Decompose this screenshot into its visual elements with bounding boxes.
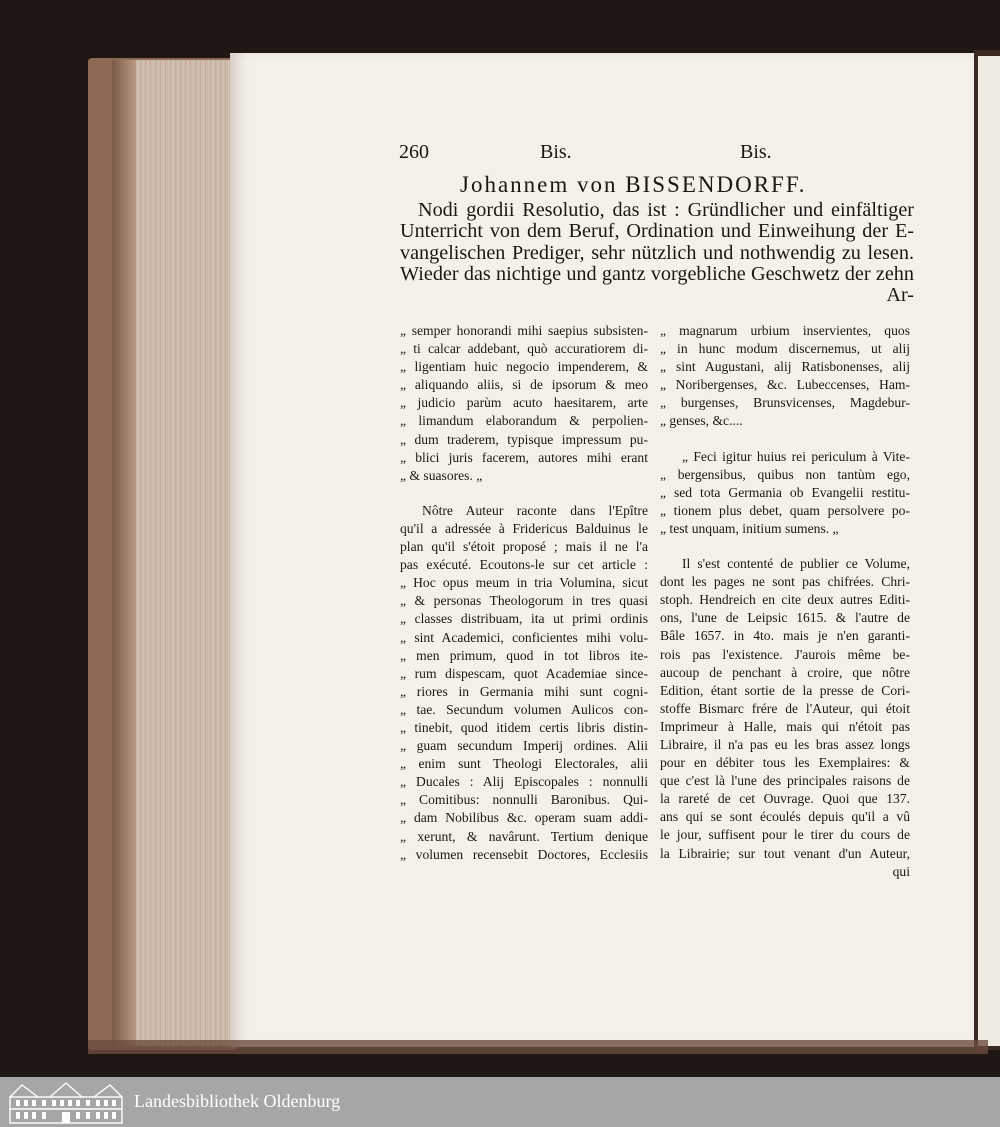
entry-title: Johannem von BISSENDORFF.: [460, 172, 807, 197]
text-line: „ semper honorandi mihi saepius subsisten-: [400, 323, 648, 338]
text-line: Imprimeur à Halle, mais qui n'étoit pas: [660, 718, 910, 734]
text-line: „ test unquam, initium sumens. „: [660, 520, 839, 536]
left-column: [400, 322, 648, 864]
text-line: „ & personas Theologorum in tres quasi: [400, 593, 648, 609]
text-line: „ men primum, quod in tot libros ite-: [400, 647, 648, 663]
text-line: „ & suasores. „: [400, 467, 483, 483]
text-line: „ burgenses, Brunsvicenses, Magdebur-: [660, 395, 910, 411]
paragraph-gap: [660, 431, 910, 448]
text-line: „ Hoc opus meum in tria Volumina, sicut: [400, 575, 648, 591]
text-line: qu'il a adressée à Fridericus Balduinus le: [400, 520, 648, 536]
text-line: „ enim sunt Theologi Electorales, alii: [400, 756, 648, 772]
running-head-right: Bis.: [740, 141, 772, 163]
text-line: „ genses, &c....: [660, 413, 743, 429]
text-line: „ dam Nobilibus &c. operam suam addi-: [400, 810, 648, 826]
text-line: „ Comitibus: nonnulli Baronibus. Qui-: [400, 792, 648, 808]
text-line: „ ti calcar addebant, quò accuratiorem di-: [400, 341, 648, 357]
text-line: „ xerunt, & navârunt. Tertium denique: [400, 828, 648, 844]
page-number: 260: [399, 141, 429, 163]
text-line: „ guam secundum Imperij ordines. Alii: [400, 738, 648, 754]
book-description-line: Wieder das nichtige und gantz vorgebliche Geschwetz der zehn: [400, 262, 914, 285]
book-cover-bottom: [88, 1040, 988, 1054]
text-line: „ magnarum urbium inservientes, quos: [660, 323, 910, 338]
text-line: rois pas l'existence. J'aurois même be-: [660, 646, 910, 662]
text-line: la Librairie; sur tout venant d'un Auteur,: [660, 845, 910, 861]
text-line: pas exécuté. Ecoutons-le sur cet article :: [400, 557, 648, 573]
book-description-line: Unterricht von dem Beruf, Ordination und Einweihung der E-: [400, 220, 914, 243]
text-line: „ volumen recensebit Doctores, Ecclesiis: [400, 846, 648, 862]
text-line: „ bergensibus, quibus non tantùm ego,: [660, 466, 910, 482]
text-line: „ sint Augustani, alij Ratisbonenses, alij: [660, 359, 910, 375]
text-line: „ riores in Germania mihi sunt cogni-: [400, 683, 648, 699]
text-line: Edition, étant sortie de la presse de Cori-: [660, 682, 910, 698]
paragraph-gap: [400, 485, 648, 502]
text-line: „ Feci igitur huius rei periculum à Vite-: [682, 448, 910, 464]
book-description: [400, 200, 914, 306]
text-line: „ tionem plus debet, quam persolvere po-: [660, 502, 910, 518]
text-line: „ dum traderem, typisque impressum pu-: [400, 431, 648, 447]
text-line: le jour, suffisent pour le tirer du cours de: [660, 827, 910, 843]
book-description-line: vangelischen Prediger, sehr nützlich und nothwendig zu lesen.: [400, 241, 914, 264]
facing-page-edge: [978, 56, 1000, 1046]
text-line: Nôtre Auteur raconte dans l'Epître: [422, 502, 648, 518]
text-line: „ ligentiam huic negocio impenderem, &: [400, 359, 648, 375]
text-line: ans qui se sont écoulés depuis qu'il a vû: [660, 809, 910, 825]
library-building-icon: [8, 1081, 124, 1125]
library-name: Landesbibliothek Oldenburg: [134, 1091, 341, 1111]
text-line: plan qu'il s'étoit proposé ; mais il ne l'a: [400, 539, 648, 555]
text-line: „ tae. Secundum volumen Aulicos con-: [400, 701, 648, 717]
paragraph-gap: [660, 538, 910, 555]
text-line: „ judicio parùm acuto haesitarem, arte: [400, 395, 648, 411]
text-line: Il s'est contenté de publier ce Volume,: [682, 556, 910, 572]
text-line: stoph. Hendreich en cite deux autres Editi-: [660, 592, 910, 608]
text-line: „ sed tota Germania ob Evangelii restitu-: [660, 484, 910, 500]
text-line: Bâle 1657. in 4to. mais je n'en garanti-: [660, 628, 910, 644]
library-footer-bar: [0, 1077, 1000, 1127]
text-line: „ rum dispescam, quot Academiae since-: [400, 665, 648, 681]
text-line: „ blici juris facerem, autores mihi erant: [400, 449, 648, 465]
catchword: Ar-: [886, 284, 914, 307]
running-head-left: Bis.: [540, 141, 572, 163]
text-line: „ aliquando aliis, si de ipsorum & meo: [400, 377, 648, 393]
text-line: „ limandum elaborandum & perpolien-: [400, 413, 648, 429]
text-line: que c'est là l'une des principales raisons de: [660, 773, 910, 789]
text-line: „ tinebit, quod itidem certis libris distin-: [400, 719, 648, 735]
text-line: pour en débiter tous les Exemplaires: &: [660, 755, 910, 771]
text-line: ons, l'une de Leipsic 1615. & l'autre de: [660, 610, 910, 626]
text-line: la rareté de cet Ouvrage. Quoi que 137.: [660, 791, 910, 807]
text-line: „ Noribergenses, &c. Lubeccenses, Ham-: [660, 377, 910, 393]
text-line: stoffe Bismarc frére de l'Auteur, qui étoit: [660, 700, 910, 716]
text-line: „ sint Academici, conficientes mihi volu-: [400, 629, 648, 645]
right-column: [660, 322, 910, 881]
page-edges: [112, 60, 230, 1046]
text-line: „ in hunc modum discernemus, ut alij: [660, 341, 910, 357]
catchword: qui: [892, 863, 910, 879]
text-line: aucoup de penchant à croire, que nôtre: [660, 664, 910, 680]
text-line: „ classes distribuam, ita ut primi ordinis: [400, 611, 648, 627]
book-description-line: Nodi gordii Resolutio, das ist : Gründlicher und einfältiger: [418, 199, 914, 221]
text-line: „ Ducales : Alij Episcopales : nonnulli: [400, 774, 648, 790]
text-line: dont les pages ne sont pas chifrées. Chri-: [660, 574, 910, 590]
text-line: Libraire, il n'a pas eu les bras assez longs: [660, 736, 910, 752]
